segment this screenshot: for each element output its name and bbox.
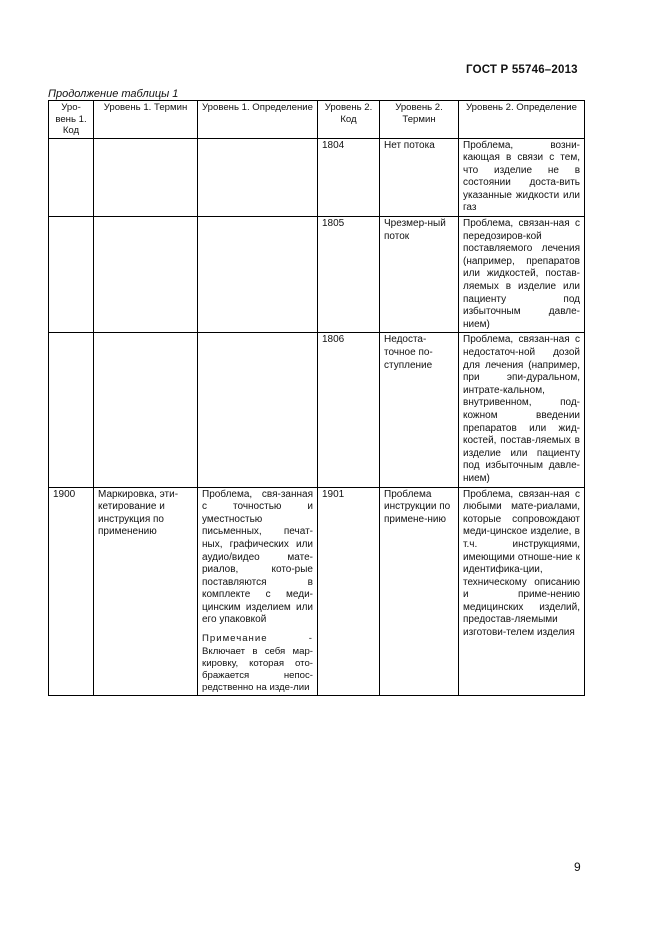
cell-level1-term (94, 333, 198, 487)
table-row (49, 487, 585, 695)
cell-level1-code: 1900 (49, 487, 94, 695)
cell-level2-code: 1805 (318, 217, 380, 333)
cell-level1-definition (198, 333, 318, 487)
column-header-level2-term: Уровень 2. Термин (380, 101, 459, 139)
table-continuation-caption: Продолжение таблицы 1 (48, 88, 179, 100)
cell-level2-term: Проблема инструкции по примене-нию (380, 487, 459, 695)
cell-level2-definition: Проблема, связан-ная с передозиров-кой поставляемого лечения (например, препаратов или жидкостей, постав-ляемых в изделие или пациенту под избыточным давле-нием) (459, 217, 585, 333)
cell-level1-definition-with-note (198, 487, 318, 695)
document-code: ГОСТ Р 55746–2013 (466, 64, 578, 76)
table-row (49, 217, 585, 333)
cell-level2-code: 1901 (318, 487, 380, 695)
table-header-row (49, 101, 585, 139)
cell-level1-term (94, 217, 198, 333)
column-header-level1-code: Уро-вень 1. Код (49, 101, 94, 139)
cell-level2-code: 1804 (318, 138, 380, 217)
definition-text: Проблема, свя-занная с точностью и уместностью письменных, печат-ных, графических или аудио/видео мате-риалов, кото-рые поставляются в комплекте с меди-цинским изделием или его упаковкой (202, 488, 313, 626)
cell-level2-term: Недоста-точное по-ступление (380, 333, 459, 487)
cell-level2-definition: Проблема, связан-ная с недостаточ-ной дозой для лечения (например, при эпи-дуральном, интрате-кальном, внутривенном, под-кожном введении препаратов или жид-костей, постав-ляемых в изделие или пациенту под избыточным давле-нием) (459, 333, 585, 487)
cell-level1-code (49, 333, 94, 487)
table-row (49, 138, 585, 217)
cell-level2-term: Нет потока (380, 138, 459, 217)
cell-level1-code (49, 138, 94, 217)
cell-level1-definition (198, 217, 318, 333)
cell-level1-term: Маркировка, эти-кетирование и инструкция по применению (94, 487, 198, 695)
cell-level1-term (94, 138, 198, 217)
terms-table (48, 100, 585, 696)
cell-level2-code: 1806 (318, 333, 380, 487)
cell-level2-definition: Проблема, связан-ная с любыми мате-риалами, которые сопровождают меди-цинское изделие, в т.ч. инструкциями, имеющими отноше-ние к идентифика-ции, техническому описанию и приме-нению медицинских изделий, предостав-ляемыми изготови-телем изделия (459, 487, 585, 695)
cell-level2-definition: Проблема, возни-кающая в связи с тем, что изделие не в состоянии доста-вить указанные жидкости или газ (459, 138, 585, 217)
page-number: 9 (574, 860, 581, 874)
column-header-level1-definition: Уровень 1. Определение (198, 101, 318, 139)
cell-level1-definition (198, 138, 318, 217)
column-header-level2-code: Уровень 2. Код (318, 101, 380, 139)
cell-level1-code (49, 217, 94, 333)
column-header-level2-definition: Уровень 2. Определение (459, 101, 585, 139)
column-header-level1-term: Уровень 1. Термин (94, 101, 198, 139)
note-text: Включает в себя мар-кировку, которая ото-бражается непос-редственно на изде-лии (202, 645, 313, 693)
note-label: Примечание - (202, 633, 313, 645)
cell-level2-term: Чрезмер-ный поток (380, 217, 459, 333)
table-row (49, 333, 585, 487)
